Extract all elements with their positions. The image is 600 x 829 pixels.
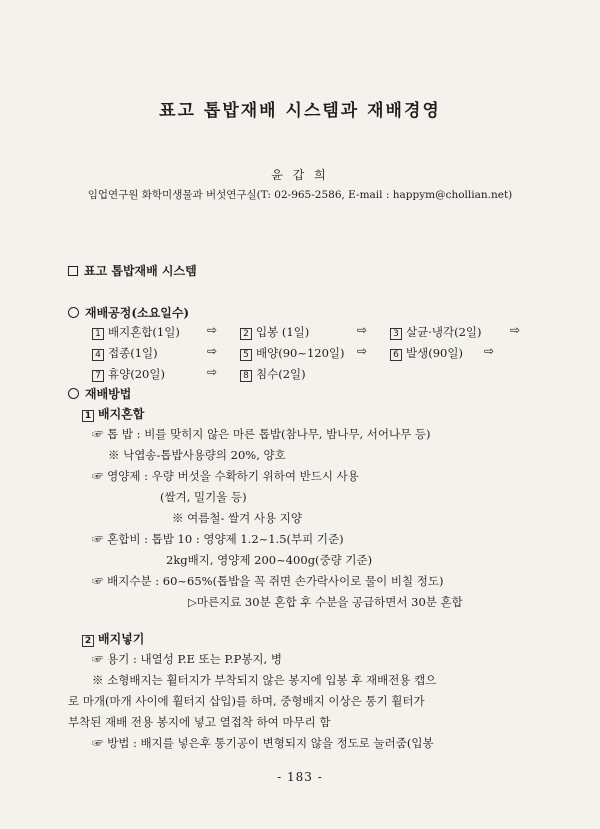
text-line: ※ 낙엽송-톱밥사용량의 20%, 양호 [108,448,286,462]
text-line: ☞ 배지수분 : 60~65%(톱밥을 꼭 쥐면 손가락사이로 물이 비칠 정도) [92,574,444,588]
text-line: 로 마개(마개 사이에 휠터지 삽입)를 하며, 중형배지 이상은 통기 휠터가 [68,694,425,708]
text-line: 부착된 재배 전용 봉지에 넣고 열접착 하여 마무리 함 [68,715,331,729]
text-line: (쌀겨, 밀기울 등) [160,490,247,504]
right-arrow-icon: ⇨ [207,344,218,358]
text-line: ※ 여름철- 쌀겨 사용 지양 [172,511,302,525]
right-arrow-icon: ⇨ [207,365,218,379]
text-line: ☞ 톱 밥 : 비를 맞히지 않은 마른 톱밥(참나무, 밤나무, 서어나무 등) [92,427,431,441]
process-step: 8 침수(2일) [240,366,306,382]
process-step: 5 배양(90~120일) [240,345,345,361]
right-arrow-icon: ⇨ [484,344,495,358]
text-line: ☞ 방법 : 배지를 넣은후 통기공이 변형되지 않을 정도로 눌러줌(입봉 [92,736,434,750]
page-number: - 183 - [277,770,323,784]
author-name: 윤 갑 희 [271,168,329,182]
process-step: 6 발생(90일) [390,345,463,361]
document-title: 표고 톱밥재배 시스템과 재배경영 [159,101,441,121]
text-line: 2kg배지, 영양제 200~400g(중량 기준) [166,553,373,567]
process-step: 4 접종(1일) [92,345,158,361]
process-step: 1 배지혼합(1일) [92,324,180,340]
author-affiliation: 임업연구원 화학미생물과 버섯연구실(T: 02-965-2586, E-mail : happym@chollian.net) [87,189,513,201]
process-heading: 재배공정(소요일수) [68,304,189,321]
circle-bullet-icon [68,388,79,399]
text-line: ☞ 혼합비 : 톱밥 10 : 영양제 1.2~1.5(부피 기준) [92,532,344,546]
right-arrow-icon: ⇨ [510,323,521,337]
circle-bullet-icon [68,307,79,318]
text-line: ※ 소형배지는 휠터지가 부착되지 않은 봉지에 입봉 후 재배전용 캡으 [92,673,437,687]
text-line: ▷마른지료 30분 혼합 후 수분을 공급하면서 30분 혼합 [188,595,463,609]
subsection-heading-mixing: 1 배지혼합 [82,405,144,422]
process-step: 3 살균·냉각(2일) [390,324,482,340]
right-arrow-icon: ⇨ [357,323,368,337]
method-heading: 재배방법 [68,385,131,402]
text-line: ☞ 용기 : 내열성 P.E 또는 P.P봉지, 병 [92,652,282,666]
right-arrow-icon: ⇨ [207,323,218,337]
text-line: ☞ 영양제 : 우량 버섯을 수확하기 위하여 반드시 사용 [92,469,359,483]
section-heading: 표고 톱밥재배 시스템 [68,262,197,279]
subsection-heading-bagging: 2 배지넣기 [82,630,144,647]
checkbox-square-icon [68,266,78,276]
process-step: 2 입봉 (1일) [240,324,309,340]
process-step: 7 휴양(20일) [92,366,165,382]
right-arrow-icon: ⇨ [357,344,368,358]
